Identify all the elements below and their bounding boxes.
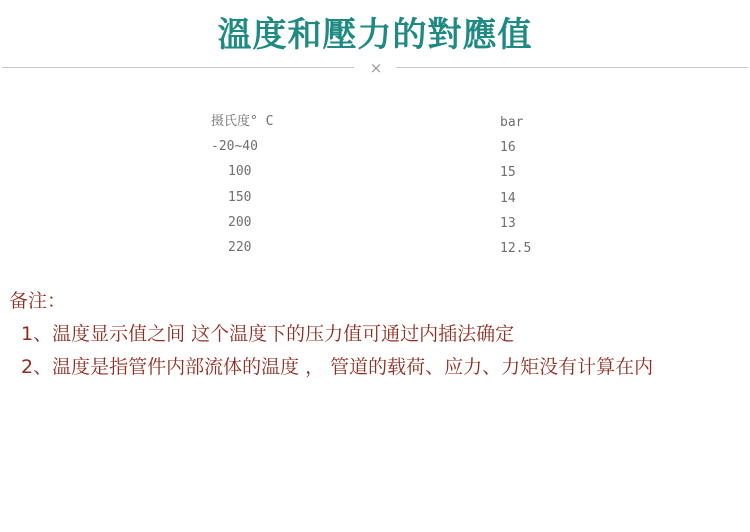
table-row-temp: 100 [228,164,252,179]
divider-left [2,67,354,68]
divider-right [396,67,748,68]
table-row-pressure: 16 [500,140,516,155]
header-celsius: 摄氏度° C [211,114,274,129]
table-row-temp: 150 [228,190,252,205]
page-title: 溫度和壓力的對應值 [217,15,533,55]
note-item: 2、温度是指管件内部流体的温度 ， 管道的载荷、应力、力矩没有计算在内 [21,356,654,378]
table-row-temp: 200 [228,215,252,230]
notes-heading: 备注： [9,290,67,312]
table-row-pressure: 12.5 [500,241,532,256]
header-bar: bar [500,115,524,130]
table-row-pressure: 13 [500,216,516,231]
table-row-temp: 220 [228,240,252,255]
table-row-pressure: 15 [500,165,516,180]
table-row-temp: -20~40 [211,139,258,154]
table-row-pressure: 14 [500,191,516,206]
note-item: 1、温度显示值之间 这个温度下的压力值可通过内插法确定 [21,323,515,345]
close-icon: × [369,59,383,77]
notes-section [9,287,744,382]
